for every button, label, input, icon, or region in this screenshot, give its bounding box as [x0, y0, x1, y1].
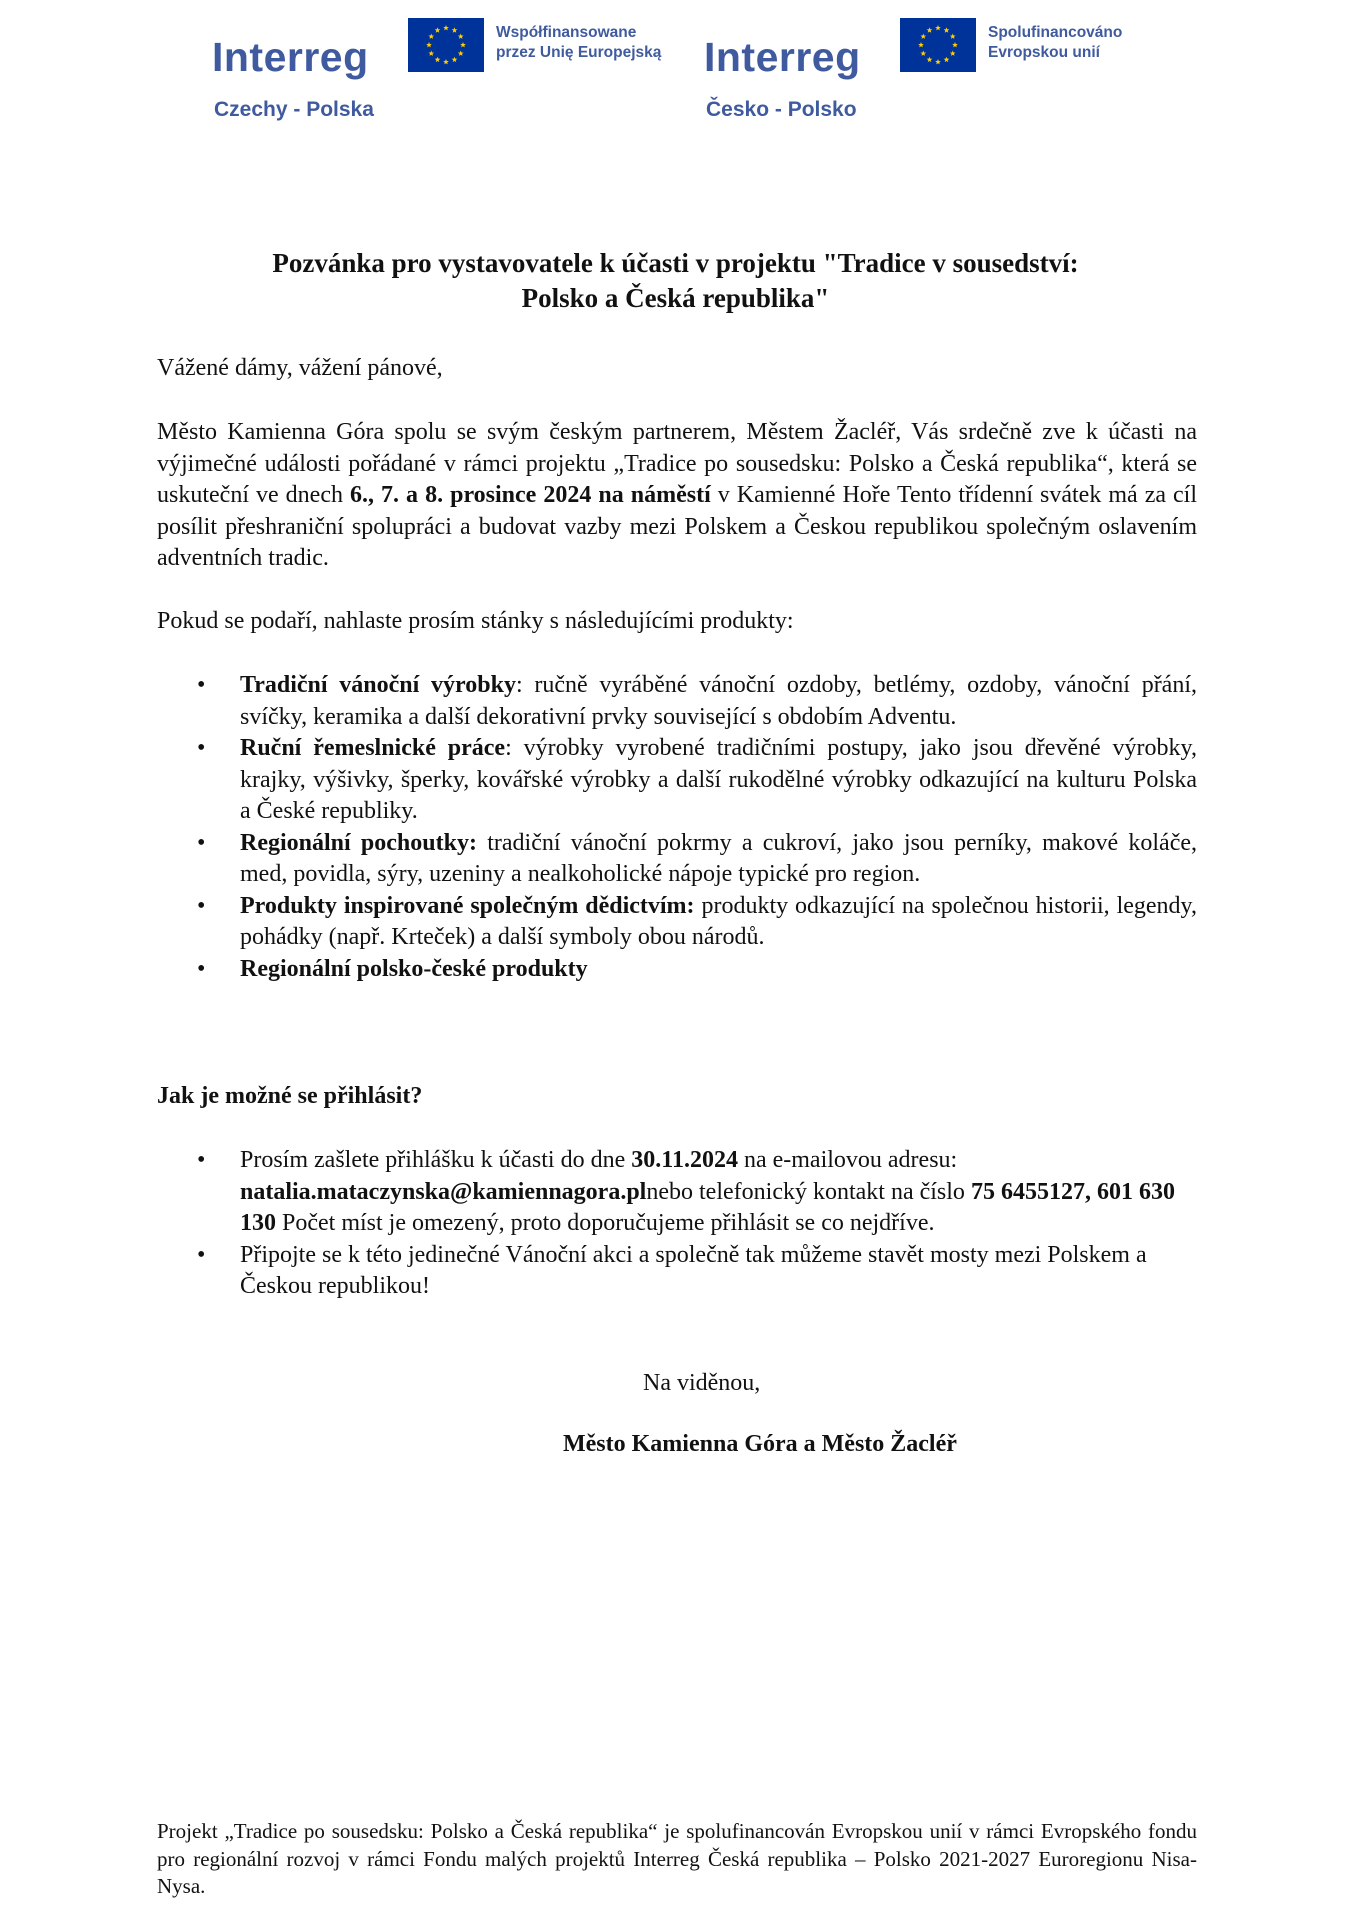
- product-list: [157, 670, 1197, 985]
- cofinanced-label: Spolufinancováno Evropskou unií: [988, 24, 1123, 61]
- contact-phones: 75 6455127, 601 630 130: [240, 1178, 1175, 1236]
- eu-star-icon: [944, 27, 950, 32]
- eu-flag-icon: [900, 18, 976, 72]
- eu-star-icon: [428, 34, 434, 39]
- eu-star-icon: [935, 59, 941, 64]
- eu-star-icon: [944, 57, 950, 62]
- greeting: Vážené dámy, vážení pánové,: [157, 355, 443, 381]
- footer-note: Projekt „Tradice po sousedsku: Polsko a Česká republika“ je spolufinancován Evropskou unií v rámci Evropského fondu pro regionální rozvoj v rámci Fondu malých projektů Interreg Česká republika – Polsko 2021-2027 Euroregionu Nisa-Nysa.: [157, 1819, 1197, 1898]
- list-item: • Regionální pochoutky: tradiční vánoční pokrmy a cukroví, jako jsou perníky, makové koláče, med, povidla, sýry, uzeniny a nealkoholické nápoje typické pro region.: [157, 828, 1197, 891]
- interreg-logo-czechy-polska: [208, 14, 678, 124]
- eu-star-icon: [452, 57, 458, 62]
- list-item: • Připojte se k této jedinečné Vánoční akci a společně tak můžeme stavět mosty mezi Polskem a Českou republikou!: [157, 1240, 1197, 1303]
- cofinanced-label: Współfinansowane przez Unię Europejską: [496, 24, 662, 61]
- list-item: • Produkty inspirované společným dědictvím: produkty odkazující na společnou historii, legendy, pohádky (např. Krteček) a další symboly obou národů.: [157, 891, 1197, 954]
- eu-star-icon: [920, 51, 926, 56]
- request-paragraph: Pokud se podaří, nahlaste prosím stánky s následujícími produkty:: [157, 608, 794, 634]
- eu-star-icon: [435, 57, 441, 62]
- farewell: Na viděnou,: [643, 1370, 761, 1396]
- eu-flag-icon: [408, 18, 484, 72]
- deadline-date: 30.11.2024: [631, 1147, 738, 1173]
- eu-star-icon: [920, 34, 926, 39]
- event-dates: 6., 7. a 8. prosince 2024 na náměstí: [350, 482, 711, 508]
- eu-star-icon: [428, 51, 434, 56]
- eu-star-icon: [443, 25, 449, 30]
- eu-star-icon: [935, 25, 941, 30]
- list-item: • Regionální polsko-české produkty: [157, 954, 1197, 986]
- apply-heading: Jak je možné se přihlásit?: [157, 1083, 423, 1109]
- interreg-brand: Interreg: [704, 34, 861, 80]
- eu-star-icon: [927, 57, 933, 62]
- eu-star-icon: [452, 27, 458, 32]
- eu-star-icon: [927, 27, 933, 32]
- region-label: Czechy - Polska: [214, 98, 374, 121]
- eu-star-icon: [918, 42, 924, 47]
- contact-email-link[interactable]: natalia.mataczynska@kamiennagora.pl: [240, 1178, 647, 1205]
- list-item: • Prosím zašlete přihlášku k účasti do dne 30.11.2024 na e-mailovou adresu: natalia.mataczynska@kamiennagora.plnebo telefonický kontakt na číslo 75 6455127, 601 630 130 Počet míst je omezený, proto doporučujeme přihlásit se co nejdříve.: [157, 1145, 1197, 1240]
- eu-star-icon: [443, 59, 449, 64]
- signature: Město Kamienna Góra a Město Žacléř: [563, 1431, 957, 1457]
- intro-paragraph: Město Kamienna Góra spolu se svým českým partnerem, Městem Žacléř, Vás srdečně zve k účasti na výjimečné události pořádané v rámci projektu „Tradice po sousedsku: Polsko a Česká republika“, která se uskuteční ve dnech 6., 7. a 8. prosince 2024 na náměstí v Kamienné Hoře Tento třídenní svátek má za cíl posílit přeshraniční spolupráci a budovat vazby mezi Polskem a Českou republikou společným oslavením adventních tradic.: [157, 419, 1198, 571]
- region-label: Česko - Polsko: [706, 98, 857, 121]
- eu-star-icon: [952, 42, 958, 47]
- eu-star-icon: [426, 42, 432, 47]
- interreg-logo-cesko-polsko: [700, 14, 1170, 124]
- eu-star-icon: [458, 51, 464, 56]
- interreg-brand: Interreg: [212, 34, 369, 80]
- eu-star-icon: [950, 51, 956, 56]
- eu-star-icon: [435, 27, 441, 32]
- list-item: • Ruční řemeslnické práce: výrobky vyrobené tradičními postupy, jako jsou dřevěné výrobky, krajky, výšivky, šperky, kovářské výrobky a další rukodělné výrobky odkazující na kulturu Polska a České republiky.: [157, 733, 1197, 828]
- eu-star-icon: [950, 34, 956, 39]
- page-title: Pozvánka pro vystavovatele k účasti v projektu "Tradice v sousedství: Polsko a Česká republika": [272, 248, 1079, 313]
- eu-star-icon: [460, 42, 466, 47]
- contact-list: [157, 1145, 1197, 1303]
- eu-star-icon: [458, 34, 464, 39]
- list-item: • Tradiční vánoční výrobky: ručně vyráběné vánoční ozdoby, betlémy, ozdoby, vánoční přání, svíčky, keramika a další dekorativní prvky související s obdobím Adventu.: [157, 670, 1197, 733]
